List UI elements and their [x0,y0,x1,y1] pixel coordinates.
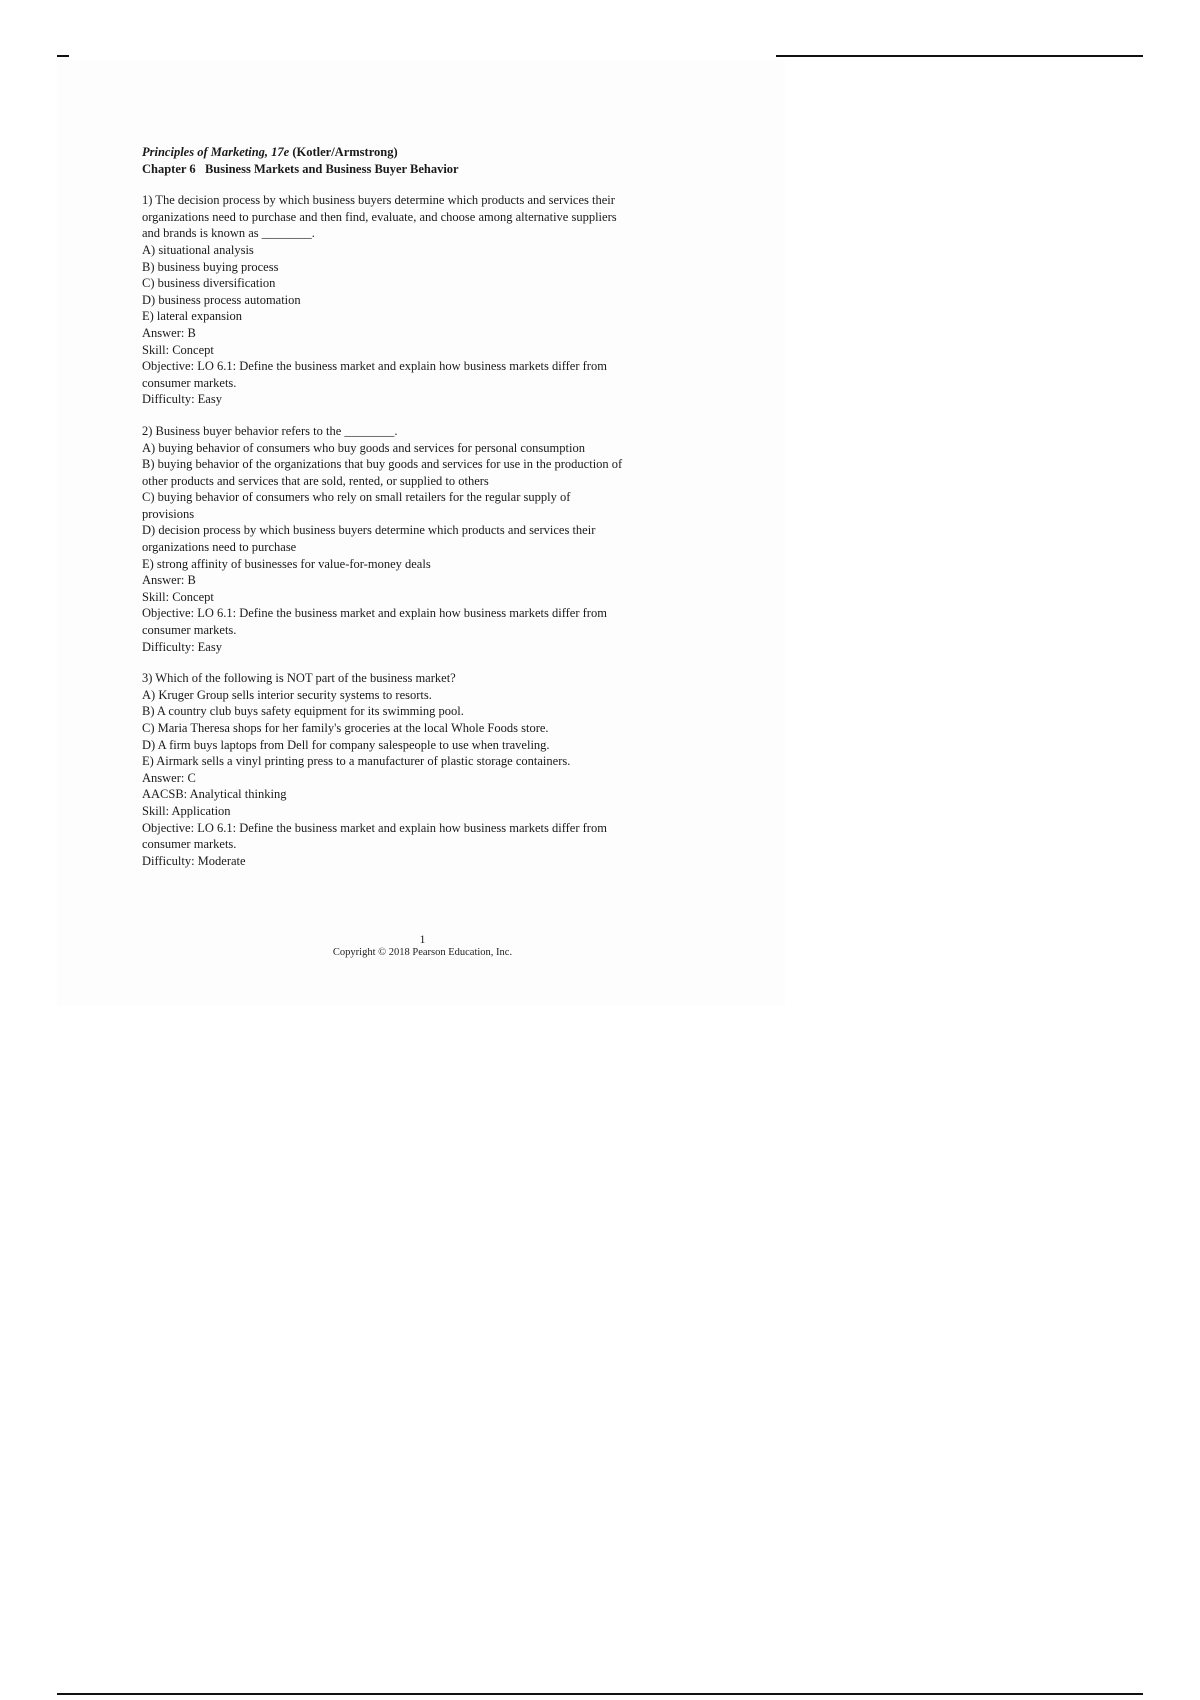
question-metadata-line: Answer: B [142,325,196,340]
answer-option: B) buying behavior of the organizations that buy goods and services for use in the production of [142,457,623,472]
book-title-authors: (Kotler/Armstrong) [289,145,398,159]
question-metadata-line: Objective: LO 6.1: Define the business market and explain how business markets differ from [142,820,607,835]
answer-option: other products and services that are sold, rented, or supplied to others [142,473,489,488]
book-title-italic: Principles of Marketing, 17e [142,145,290,159]
question-metadata-line: Difficulty: Easy [142,639,222,654]
question-metadata-line: Skill: Concept [142,589,214,604]
question-stem-line: 2) Business buyer behavior refers to the ________. [142,423,398,438]
answer-option: B) business buying process [142,259,279,274]
question-metadata-line: consumer markets. [142,623,237,638]
question-metadata-line: consumer markets. [142,375,237,390]
question-metadata-line: Answer: B [142,573,196,588]
question-metadata-line: Answer: C [142,770,196,785]
answer-option: D) A firm buys laptops from Dell for company salespeople to use when traveling. [142,737,550,752]
answer-option: D) business process automation [142,292,301,307]
copyright-notice: Copyright © 2018 Pearson Education, Inc. [332,947,513,958]
book-title [142,144,702,161]
chapter-title: Chapter 6 Business Markets and Business Buyer Behavior [142,161,459,176]
answer-option: C) buying behavior of consumers who rely on small retailers for the regular supply of [142,490,571,505]
question-stem-line: organizations need to purchase and then find, evaluate, and choose among alternative suppliers [142,209,617,224]
answer-option: B) A country club buys safety equipment for its swimming pool. [142,704,464,719]
top-left-rule [57,55,69,57]
question-metadata-line: Difficulty: Moderate [142,853,246,868]
answer-option: E) Airmark sells a vinyl printing press to a manufacturer of plastic storage containers. [142,754,571,769]
question-metadata-line: Skill: Application [142,803,231,818]
answer-option: E) strong affinity of businesses for value-for-money deals [142,556,431,571]
question-metadata-line: consumer markets. [142,837,237,852]
question-stem-line: and brands is known as ________. [142,226,315,241]
top-right-rule [776,55,1143,57]
answer-option: provisions [142,506,195,521]
answer-option: C) business diversification [142,276,276,291]
question-block [142,670,702,869]
answer-option: A) buying behavior of consumers who buy goods and services for personal consumption [142,440,585,455]
answer-option: E) lateral expansion [142,309,242,324]
question-block [142,423,702,655]
question-metadata-line: Difficulty: Easy [142,392,222,407]
answer-option: A) situational analysis [142,242,254,257]
question-stem-line: 1) The decision process by which business buyers determine which products and services their [142,193,615,208]
page-number: 1 [419,934,426,946]
question-stem-line: 3) Which of the following is NOT part of the business market? [142,671,456,686]
document-body [142,144,702,869]
question-block [142,192,702,408]
answer-option: C) Maria Theresa shops for her family's groceries at the local Whole Foods store. [142,721,549,735]
question-metadata-line: Objective: LO 6.1: Define the business market and explain how business markets differ from [142,359,607,374]
question-metadata-line: Skill: Concept [142,342,214,357]
answer-option: organizations need to purchase [142,540,297,555]
question-list [142,192,702,869]
answer-option: A) Kruger Group sells interior security systems to resorts. [142,687,432,702]
answer-option: D) decision process by which business buyers determine which products and services their [142,523,596,538]
bottom-rule [57,1693,1143,1695]
question-metadata-line: Objective: LO 6.1: Define the business market and explain how business markets differ from [142,606,607,621]
question-metadata-line: AACSB: Analytical thinking [142,787,287,802]
